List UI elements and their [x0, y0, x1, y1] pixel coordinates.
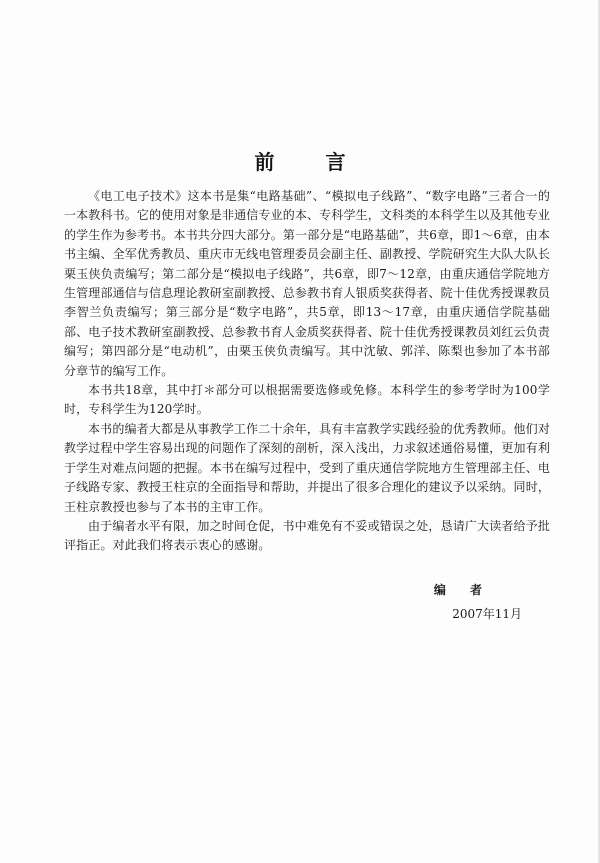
preface-body [64, 187, 550, 556]
paragraph-hours: 本书共18章，其中打＊部分可以根据需要选修或免修。本科学生的参考学时为100学时，专科学生为120学时。 [64, 383, 550, 417]
signature-date: 2007年11月 [452, 607, 522, 621]
paragraph-intro: 《电工电子技术》这本书是集“电路基础”、“模拟电子线路”、“数字电路”三者合一的一本教科书。它的使用对象是非通信专业的本、专科学生，文科类的本科学生以及其他专业的学生作为参考书。本书共分四大部分。第一部分是“电路基础”，共6章，即1～6章，由本书主编、全军优秀教员、重庆市无线电管理委员会副主任、副教授、学院研究生大队大队长栗玉侠负责编写；第二部分是“模拟电子线路”，共6章，即7～12章，由重庆通信学院地方生管理部通信与信息理论教研室副教授、总参教书育人银质奖获得者、院十佳优秀授课教员李智兰负责编写；第三部分是“数字电路”，共5章，即13～17章，由重庆通信学院基础部、电子技术教研室副教授、总参教书育人金质奖获得者、院十佳优秀授课教员刘红云负责编写；第四部分是“电动机”，由栗玉侠负责编写。其中沈敏、郭洋、陈梨也参加了本书部分章节的编写工作。 [64, 189, 551, 378]
signature-block [412, 578, 532, 626]
paragraph-authors: 本书的编者大都是从事教学工作二十余年，具有丰富教学实践经验的优秀教师。他们对教学过程中学生容易出现的问题作了深刻的剖析，深入浅出，力求叙述通俗易懂，更加有利于学生对难点问题的把握。本书在编写过程中，受到了重庆通信学院地方生管理部主任、电子线路专家、教授王柱京的全面指导和帮助，并提出了很多合理化的建议予以采纳。同时，王柱京教授也参与了本书的主审工作。 [64, 421, 551, 514]
paragraph-closing: 由于编者水平有限，加之时间仓促，书中难免有不妥或错误之处，恳请广大读者给予批评指正。对此我们将表示衷心的感谢。 [64, 518, 550, 553]
page-title: 前 言 [254, 150, 368, 174]
signature-author: 编 者 [433, 583, 492, 597]
